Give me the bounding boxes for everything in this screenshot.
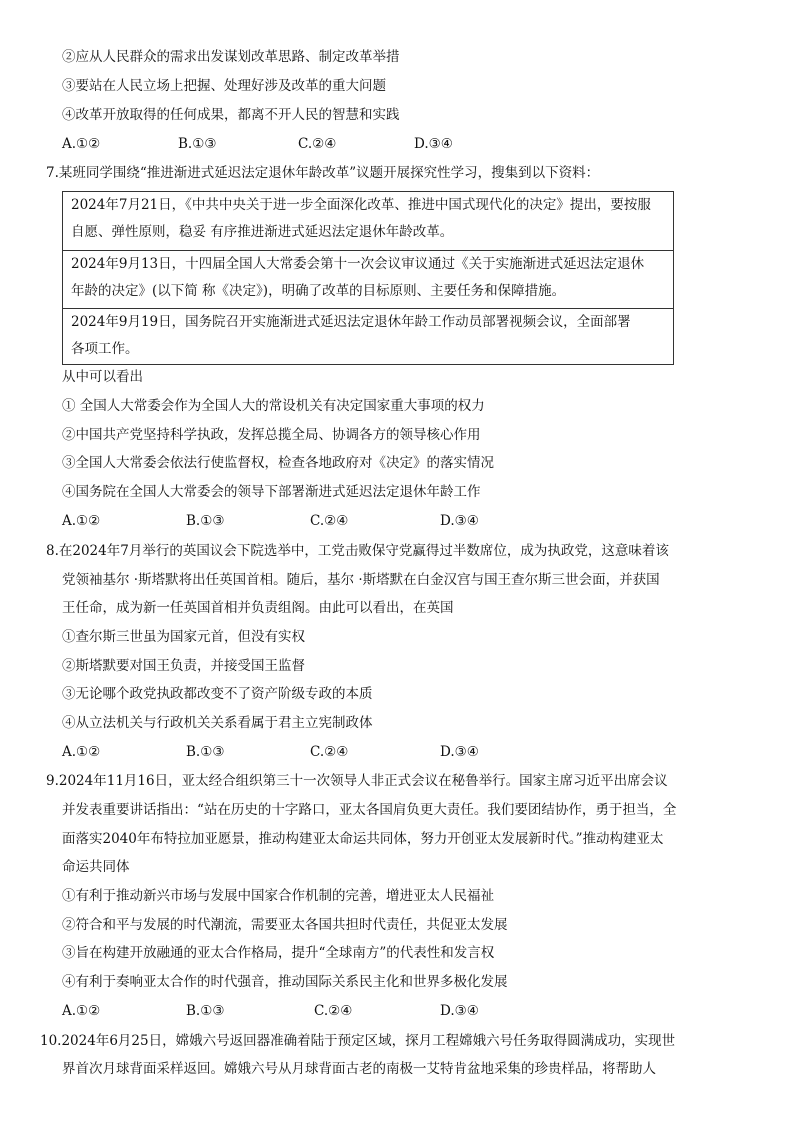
- q8-option-3: ③无论哪个政党执政都改变不了资产阶级专政的本质: [62, 686, 373, 702]
- q8-answer-d[interactable]: D.③④: [440, 744, 479, 760]
- q9-stem-line-2: 并发表重要讲话指出：“站在历史的十字路口，亚太各国肩负更大责任。我们要团结协作，勇于担当，全: [62, 802, 677, 818]
- q6-answer-a[interactable]: A.①②: [62, 136, 101, 152]
- q7-answer-a[interactable]: A.①②: [62, 513, 101, 529]
- q7-material-row: [63, 250, 673, 308]
- q7-option-2: ②中国共产党坚持科学执政，发挥总揽全局、协调各方的领导核心作用: [62, 427, 481, 443]
- q8-stem-line-1: 8.在2024年7月举行的英国议会下院选举中，工党击败保守党赢得过半数席位，成为执政党，这意味着该: [46, 543, 669, 559]
- q9-option-2: ②符合和平与发展的时代潮流，需要亚太各国共担时代责任，共促亚太发展: [62, 917, 508, 933]
- q6-option-4: ④改革开放取得的任何成果，都离不开人民的智慧和实践: [62, 107, 400, 123]
- q7-option-4: ④国务院在全国人大常委会的领导下部署渐进式延迟法定退休年龄工作: [62, 484, 481, 500]
- q7-material-2-line-2: 年龄的决定》(以下简 称《决定》)，明确了改革的目标原则、主要任务和保障措施。: [71, 283, 566, 299]
- q9-answer-a[interactable]: A.①②: [62, 1003, 101, 1019]
- q7-option-1: ① 全国人大常委会作为全国人大的常设机关有决定国家重大事项的权力: [62, 398, 485, 414]
- q8-answer-a[interactable]: A.①②: [62, 744, 101, 760]
- q9-stem-line-4: 命运共同体: [62, 859, 130, 875]
- q8-option-2: ②斯塔默要对国王负责，并接受国王监督: [62, 658, 305, 674]
- q7-material-row: [63, 308, 673, 365]
- q7-lead: 从中可以看出: [62, 369, 143, 385]
- q9-option-3: ③旨在构建开放融通的亚太合作格局，提升“全球南方”的代表性和发言权: [62, 945, 495, 961]
- q6-answer-d[interactable]: D.③④: [414, 136, 453, 152]
- q7-answer-b[interactable]: B.①③: [186, 513, 225, 529]
- q8-option-4: ④从立法机关与行政机关关系看属于君主立宪制政体: [62, 715, 373, 731]
- q10-stem-line-2: 界首次月球背面采样返回。嫦娥六号从月球背面古老的南极一艾特肯盆地采集的珍贵样品，将帮助人: [62, 1061, 656, 1077]
- q8-option-1: ①查尔斯三世虽为国家元首，但没有实权: [62, 629, 305, 645]
- q6-option-3: ③要站在人民立场上把握、处理好涉及改革的重大问题: [62, 78, 386, 94]
- q7-material-1-line-1: 2024年7月21日，《中共中央关于进一步全面深化改革、推进中国式现代化的决定》提出，要按服: [71, 197, 651, 213]
- q9-option-1: ①有利于推动新兴市场与发展中国家合作机制的完善，增进亚太人民福祉: [62, 888, 494, 904]
- q10-stem-line-1: 10.2024年6月25日，嫦娥六号返回器准确着陆于预定区域，探月工程嫦娥六号任务取得圆满成功，实现世: [40, 1033, 676, 1049]
- q6-answer-b[interactable]: B.①③: [178, 136, 217, 152]
- q7-material-3-line-2: 各项工作。: [71, 341, 139, 357]
- q6-answer-c[interactable]: C.②④: [298, 136, 337, 152]
- q9-answer-b[interactable]: B.①③: [186, 1003, 225, 1019]
- q7-stem: 7.某班同学围绕“推进渐进式延迟法定退休年龄改革”议题开展探究性学习，搜集到以下资料：: [46, 165, 600, 181]
- q7-material-3-line-1: 2024年9月19日，国务院召开实施渐进式延迟法定退休年龄工作动员部署视频会议，全面部署: [71, 314, 631, 330]
- q9-answer-c[interactable]: C.②④: [314, 1003, 353, 1019]
- q9-option-4: ④有利于奏响亚太合作的时代强音，推动国际关系民主化和世界多极化发展: [62, 974, 508, 990]
- q9-stem-line-1: 9.2024年11月16日，亚太经合组织第三十一次领导人非正式会议在秘鲁举行。国家主席习近平出席会议: [46, 773, 668, 789]
- q7-option-3: ③全国人大常委会依法行使监督权，检查各地政府对《决定》的落实情况: [62, 455, 494, 471]
- q8-stem-line-2: 党领袖基尔 ·斯塔默将出任英国首相。随后，基尔 ·斯塔默在白金汉宫与国王查尔斯三世会面，并获国: [62, 572, 660, 588]
- q8-answer-c[interactable]: C.②④: [310, 744, 349, 760]
- q7-material-1-line-2: 自愿、弹性原则，稳妥 有序推进渐进式延迟法定退休年龄改革。: [71, 224, 454, 240]
- q8-stem-line-3: 王任命，成为新一任英国首相并负责组阁。由此可以看出，在英国: [62, 600, 454, 616]
- q7-answer-d[interactable]: D.③④: [440, 513, 479, 529]
- q7-answer-c[interactable]: C.②④: [310, 513, 349, 529]
- q7-material-2-line-1: 2024年9月13日，十四届全国人大常委会第十一次会议审议通过《关于实施渐进式延迟法定退休: [71, 256, 645, 272]
- q6-option-2: ②应从人民群众的需求出发谋划改革思路、制定改革举措: [62, 49, 400, 65]
- q9-stem-line-3: 面落实2040年布特拉加亚愿景，推动构建亚太命运共同体，努力开创亚太发展新时代。”推动构建亚太: [62, 831, 664, 847]
- q7-material-table: [62, 191, 674, 365]
- q8-answer-b[interactable]: B.①③: [186, 744, 225, 760]
- q9-answer-d[interactable]: D.③④: [440, 1003, 479, 1019]
- q7-material-row: [63, 192, 673, 250]
